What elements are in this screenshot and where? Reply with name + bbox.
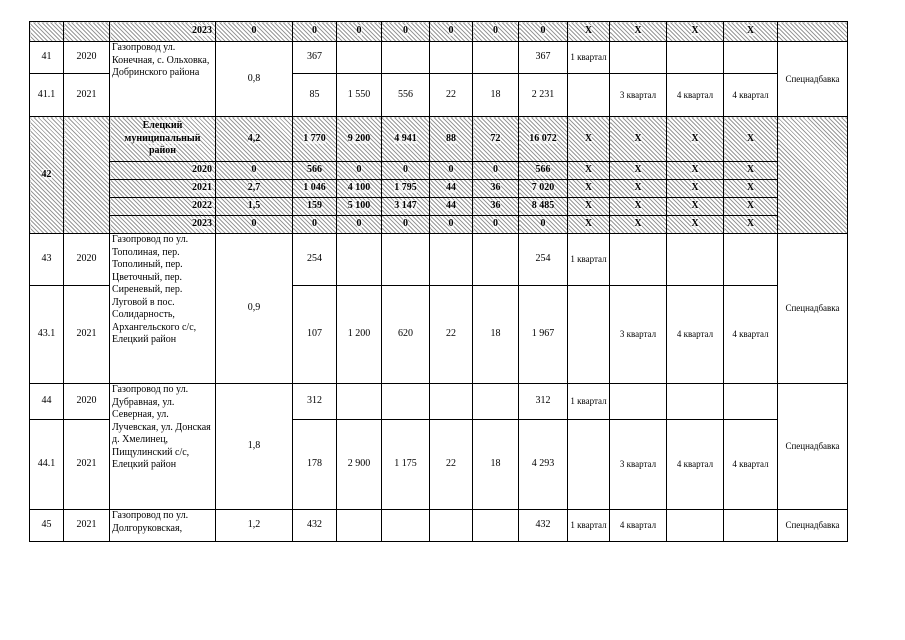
value-cell: 36: [473, 198, 519, 216]
value-cell: [473, 510, 519, 542]
value-cell: 0: [337, 162, 382, 180]
value-cell: 254: [293, 234, 337, 286]
quarter-cell: 3 квартал: [610, 286, 667, 384]
year-cell: 2023: [110, 22, 216, 42]
quarter-cell: 4 квартал: [667, 286, 724, 384]
value-cell: 0: [382, 162, 430, 180]
value-cell: 0: [430, 162, 473, 180]
year-cell: 2020: [64, 384, 110, 420]
value-cell: 3 147: [382, 198, 430, 216]
number-cell: [30, 22, 64, 42]
value-cell: 18: [473, 74, 519, 117]
value-cell: 0: [337, 22, 382, 42]
year-cell: 2023: [110, 216, 216, 234]
row-number: 43.1: [30, 286, 64, 384]
x-mark-cell: X: [610, 117, 667, 162]
quarter-cell: [724, 510, 778, 542]
value-cell: 1 770: [293, 117, 337, 162]
value-cell: 432: [293, 510, 337, 542]
value-cell: 44: [430, 180, 473, 198]
object-name-cell: Газопровод по ул. Тополиная, пер. Тополиный, пер. Цветочный, пер. Сиреневый, пер. Луговой в пос. Солидарность, Архангельского с/с, Елецкий район: [110, 234, 216, 384]
year-cell: 2021: [64, 74, 110, 117]
value-cell: 0: [382, 22, 430, 42]
length-cell: 0: [216, 22, 293, 42]
length-cell: 1,5: [216, 198, 293, 216]
year-cell: 2021: [64, 286, 110, 384]
quarter-cell: [568, 286, 610, 384]
x-mark-cell: X: [610, 180, 667, 198]
year-cell: 2021: [64, 510, 110, 542]
value-cell: 72: [473, 117, 519, 162]
table-row: [30, 384, 848, 420]
quarter-cell: 4 квартал: [667, 74, 724, 117]
quarter-cell: [667, 234, 724, 286]
quarter-cell: [568, 420, 610, 510]
value-cell: 620: [382, 286, 430, 384]
value-cell: [382, 234, 430, 286]
value-cell: 9 200: [337, 117, 382, 162]
value-cell: 367: [293, 42, 337, 74]
x-mark-cell: X: [568, 216, 610, 234]
total-cell: 16 072: [519, 117, 568, 162]
value-cell: 1 550: [337, 74, 382, 117]
value-cell: [337, 384, 382, 420]
total-cell: 0: [519, 216, 568, 234]
value-cell: 2 900: [337, 420, 382, 510]
year-cell: 2020: [64, 234, 110, 286]
value-cell: 0: [430, 216, 473, 234]
value-cell: 0: [337, 216, 382, 234]
value-cell: 5 100: [337, 198, 382, 216]
x-mark-cell: X: [667, 198, 724, 216]
quarter-cell: [610, 42, 667, 74]
x-mark-cell: X: [568, 117, 610, 162]
total-cell: 254: [519, 234, 568, 286]
x-mark-cell: X: [667, 180, 724, 198]
value-cell: 566: [293, 162, 337, 180]
total-cell: 312: [519, 384, 568, 420]
quarter-cell: [667, 42, 724, 74]
value-cell: 88: [430, 117, 473, 162]
row-number: 44: [30, 384, 64, 420]
quarter-cell: 1 квартал: [568, 234, 610, 286]
total-cell: 432: [519, 510, 568, 542]
row-number: 41: [30, 42, 64, 74]
value-cell: 556: [382, 74, 430, 117]
value-cell: 0: [293, 216, 337, 234]
value-cell: 18: [473, 286, 519, 384]
executor-cell: Спецнадбавка: [778, 384, 848, 510]
year-cell: 2021: [110, 180, 216, 198]
x-mark-cell: X: [667, 22, 724, 42]
row-number: 44.1: [30, 420, 64, 510]
value-cell: 85: [293, 74, 337, 117]
quarter-cell: 4 квартал: [667, 420, 724, 510]
table-row: [30, 42, 848, 74]
length-cell: 0,9: [216, 234, 293, 384]
value-cell: 159: [293, 198, 337, 216]
quarter-cell: 1 квартал: [568, 510, 610, 542]
value-cell: 178: [293, 420, 337, 510]
district-year-row: [30, 162, 848, 180]
value-cell: 4 100: [337, 180, 382, 198]
value-cell: [473, 384, 519, 420]
district-year-row: [30, 198, 848, 216]
quarter-cell: [610, 384, 667, 420]
x-mark-cell: X: [667, 216, 724, 234]
row-number: 42: [30, 117, 64, 234]
length-cell: 2,7: [216, 180, 293, 198]
district-summary-row: [30, 117, 848, 162]
total-cell: 1 967: [519, 286, 568, 384]
x-mark-cell: X: [724, 180, 778, 198]
quarter-cell: [667, 510, 724, 542]
x-mark-cell: X: [568, 162, 610, 180]
length-cell: 0: [216, 162, 293, 180]
quarter-cell: [667, 384, 724, 420]
value-cell: [382, 384, 430, 420]
value-cell: 0: [473, 22, 519, 42]
year-cell: [64, 117, 110, 234]
x-mark-cell: X: [568, 22, 610, 42]
value-cell: [473, 234, 519, 286]
value-cell: [337, 234, 382, 286]
object-name-cell: Газопровод по ул. Дубравная, ул. Северная, ул. Лучевская, ул. Донская д. Хмелинец, Пищулинский с/с, Елецкий район: [110, 384, 216, 510]
value-cell: 22: [430, 286, 473, 384]
x-mark-cell: X: [724, 162, 778, 180]
quarter-cell: 4 квартал: [724, 420, 778, 510]
total-cell: 566: [519, 162, 568, 180]
value-cell: [382, 510, 430, 542]
quarter-cell: 3 квартал: [610, 420, 667, 510]
value-cell: 1 200: [337, 286, 382, 384]
value-cell: 1 175: [382, 420, 430, 510]
year-cell: 2021: [64, 420, 110, 510]
quarter-cell: [610, 234, 667, 286]
quarter-cell: 4 квартал: [724, 286, 778, 384]
value-cell: 0: [430, 22, 473, 42]
value-cell: 4 941: [382, 117, 430, 162]
value-cell: [337, 42, 382, 74]
value-cell: 22: [430, 74, 473, 117]
length-cell: 0,8: [216, 42, 293, 117]
year-cell: 2020: [110, 162, 216, 180]
program-table-page: [29, 21, 848, 542]
total-cell: 2 231: [519, 74, 568, 117]
object-name-cell: Газопровод по ул. Долгоруковская,: [110, 510, 216, 542]
x-mark-cell: X: [610, 22, 667, 42]
district-year-row: [30, 216, 848, 234]
total-cell: 0: [519, 22, 568, 42]
value-cell: [430, 234, 473, 286]
year-cell: 2022: [110, 198, 216, 216]
x-mark-cell: X: [667, 162, 724, 180]
value-cell: [337, 510, 382, 542]
quarter-cell: [724, 234, 778, 286]
value-cell: [382, 42, 430, 74]
executor-cell: [778, 22, 848, 42]
district-year-row: [30, 180, 848, 198]
value-cell: 0: [473, 216, 519, 234]
executor-cell: [778, 117, 848, 234]
executor-cell: Спецнадбавка: [778, 510, 848, 542]
x-mark-cell: X: [610, 198, 667, 216]
value-cell: 1 046: [293, 180, 337, 198]
x-mark-cell: X: [724, 22, 778, 42]
x-mark-cell: X: [667, 117, 724, 162]
x-mark-cell: X: [724, 198, 778, 216]
value-cell: 44: [430, 198, 473, 216]
x-mark-cell: X: [568, 198, 610, 216]
x-mark-cell: X: [724, 216, 778, 234]
table-row: [30, 510, 848, 542]
value-cell: 18: [473, 420, 519, 510]
gas-pipeline-program-table: [29, 21, 848, 542]
quarter-cell: [568, 74, 610, 117]
length-cell: 1,2: [216, 510, 293, 542]
value-cell: [430, 510, 473, 542]
length-cell: 1,8: [216, 384, 293, 510]
x-mark-cell: X: [610, 162, 667, 180]
executor-cell: Спецнадбавка: [778, 234, 848, 384]
x-mark-cell: X: [724, 117, 778, 162]
quarter-cell: 1 квартал: [568, 42, 610, 74]
quarter-cell: [724, 42, 778, 74]
object-name-cell: Газопровод ул. Конечная, с. Ольховка, Добринского района: [110, 42, 216, 117]
value-cell: 0: [382, 216, 430, 234]
value-cell: [430, 384, 473, 420]
row-number: 41.1: [30, 74, 64, 117]
value-cell: [473, 42, 519, 74]
quarter-cell: 1 квартал: [568, 384, 610, 420]
total-cell: 7 020: [519, 180, 568, 198]
x-mark-cell: X: [610, 216, 667, 234]
length-cell: 4,2: [216, 117, 293, 162]
district-name-cell: Елецкий муниципальный район: [110, 117, 216, 162]
length-cell: 0: [216, 216, 293, 234]
x-mark-cell: X: [568, 180, 610, 198]
quarter-cell: 4 квартал: [724, 74, 778, 117]
year-cell: 2020: [64, 42, 110, 74]
table-row: [30, 234, 848, 286]
value-cell: 107: [293, 286, 337, 384]
row-number: 45: [30, 510, 64, 542]
row-number: 43: [30, 234, 64, 286]
value-cell: 0: [473, 162, 519, 180]
quarter-cell: [724, 384, 778, 420]
total-cell: 8 485: [519, 198, 568, 216]
year-cell: [64, 22, 110, 42]
executor-cell: Спецнадбавка: [778, 42, 848, 117]
value-cell: [430, 42, 473, 74]
total-cell: 367: [519, 42, 568, 74]
value-cell: 312: [293, 384, 337, 420]
total-cell: 4 293: [519, 420, 568, 510]
value-cell: 0: [293, 22, 337, 42]
quarter-cell: 4 квартал: [610, 510, 667, 542]
table-row: [30, 22, 848, 42]
value-cell: 1 795: [382, 180, 430, 198]
value-cell: 22: [430, 420, 473, 510]
value-cell: 36: [473, 180, 519, 198]
quarter-cell: 3 квартал: [610, 74, 667, 117]
